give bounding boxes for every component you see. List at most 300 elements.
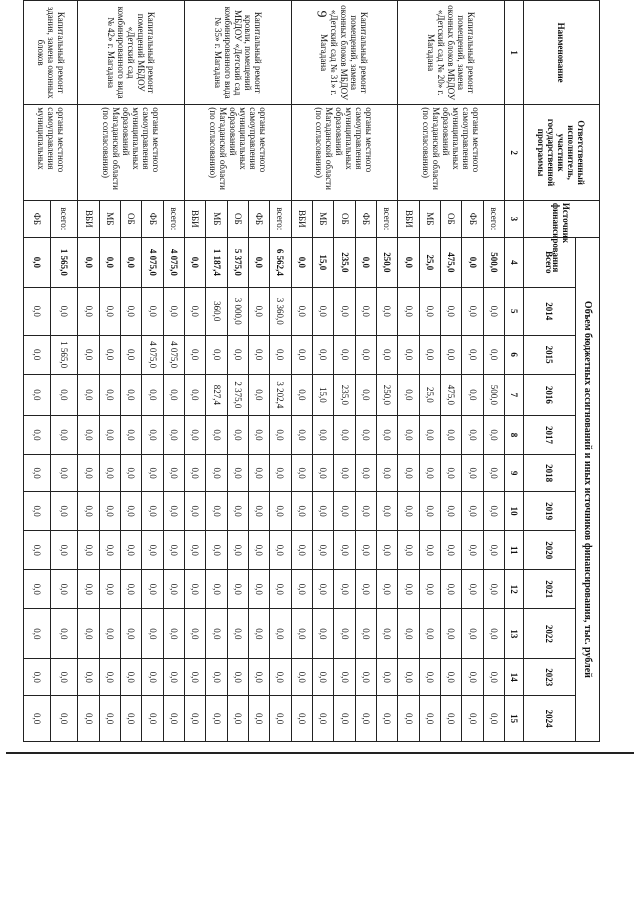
- year-value: 0,0: [78, 492, 99, 531]
- horizontal-rule: [6, 752, 634, 754]
- year-value: 0,0: [355, 335, 376, 374]
- year-value: 0,0: [398, 659, 419, 696]
- year-value: 0,0: [227, 415, 248, 454]
- year-value: 0,0: [99, 531, 120, 570]
- rotated-table-container: [23, 0, 600, 742]
- year-value: 0,0: [163, 492, 184, 531]
- year-value: 0,0: [142, 609, 163, 659]
- year-value: 0,0: [483, 492, 504, 531]
- year-value: 0,0: [249, 659, 270, 696]
- year-value: 0,0: [291, 696, 312, 742]
- year-value: 0,0: [377, 415, 398, 454]
- year-value: 0,0: [227, 492, 248, 531]
- total-value: 0,0: [184, 237, 205, 287]
- year-value: 0,0: [99, 335, 120, 374]
- year-value: 0,0: [398, 492, 419, 531]
- year-value: 0,0: [227, 335, 248, 374]
- year-value: 0,0: [99, 415, 120, 454]
- year-value: 0,0: [334, 492, 355, 531]
- total-value: 250,0: [377, 237, 398, 287]
- year-value: 0,0: [227, 531, 248, 570]
- total-value: 235,0: [334, 237, 355, 287]
- funding-source: ОБ: [441, 200, 462, 237]
- year-value: 0,0: [355, 374, 376, 415]
- year-value: 0,0: [163, 374, 184, 415]
- year-value: 0,0: [270, 415, 291, 454]
- year-value: 25,0: [419, 374, 440, 415]
- year-value: 0,0: [142, 455, 163, 492]
- year-value: 0,0: [334, 335, 355, 374]
- year-value: 0,0: [291, 415, 312, 454]
- year-value: 0,0: [355, 287, 376, 335]
- funding-source: ФБ: [249, 200, 270, 237]
- year-value: 0,0: [291, 335, 312, 374]
- year-value: 0,0: [334, 570, 355, 609]
- year-value: 0,0: [78, 659, 99, 696]
- year-value: 0,0: [24, 415, 51, 454]
- year-value: 0,0: [184, 415, 205, 454]
- year-value: 0,0: [441, 335, 462, 374]
- year-value: 0,0: [462, 659, 483, 696]
- year-value: 0,0: [398, 696, 419, 742]
- column-number: 14: [505, 659, 524, 696]
- year-value: 0,0: [291, 455, 312, 492]
- year-value: 2 375,0: [227, 374, 248, 415]
- year-value: 0,0: [483, 659, 504, 696]
- year-value: 1 565,0: [51, 335, 78, 374]
- year-value: 0,0: [441, 696, 462, 742]
- funding-source: МБ: [313, 200, 334, 237]
- year-value: 0,0: [441, 609, 462, 659]
- year-header: 2017: [524, 415, 576, 454]
- year-value: 0,0: [78, 609, 99, 659]
- year-value: 0,0: [51, 659, 78, 696]
- year-value: 0,0: [184, 570, 205, 609]
- year-value: 0,0: [24, 287, 51, 335]
- year-value: 0,0: [249, 609, 270, 659]
- year-value: 0,0: [419, 415, 440, 454]
- year-value: 0,0: [163, 455, 184, 492]
- year-value: 0,0: [334, 659, 355, 696]
- total-value: 0,0: [249, 237, 270, 287]
- year-value: 0,0: [313, 659, 334, 696]
- year-value: 0,0: [291, 531, 312, 570]
- funding-source: ВБИ: [291, 200, 312, 237]
- year-value: 0,0: [121, 287, 142, 335]
- financing-table: [23, 0, 600, 742]
- year-value: 0,0: [206, 492, 227, 531]
- col-executor-header: Ответственный исполнитель, участник государственной программы: [524, 105, 600, 201]
- year-value: 0,0: [377, 659, 398, 696]
- funding-source: МБ: [206, 200, 227, 237]
- page-number: 9: [313, 10, 328, 18]
- funding-source: ОБ: [334, 200, 355, 237]
- year-value: 0,0: [51, 455, 78, 492]
- total-value: 25,0: [419, 237, 440, 287]
- year-value: 0,0: [313, 531, 334, 570]
- year-value: 0,0: [184, 531, 205, 570]
- year-value: 0,0: [398, 455, 419, 492]
- year-header: 2024: [524, 696, 576, 742]
- year-value: 0,0: [441, 659, 462, 696]
- year-value: 0,0: [121, 609, 142, 659]
- year-value: 0,0: [270, 455, 291, 492]
- year-value: 235,0: [334, 374, 355, 415]
- year-value: 0,0: [270, 335, 291, 374]
- year-value: 0,0: [419, 659, 440, 696]
- total-value: 0,0: [121, 237, 142, 287]
- executor: органы местного самоуправления муниципальных образований Магаданской области (по согласованию): [184, 105, 291, 201]
- year-value: 0,0: [483, 696, 504, 742]
- funding-source: ВБИ: [398, 200, 419, 237]
- year-value: 0,0: [78, 531, 99, 570]
- funding-source: МБ: [419, 200, 440, 237]
- year-value: 0,0: [51, 287, 78, 335]
- column-number: 2: [505, 105, 524, 201]
- year-header: 2016: [524, 374, 576, 415]
- year-value: 0,0: [377, 335, 398, 374]
- total-value: 0,0: [398, 237, 419, 287]
- year-value: 0,0: [206, 659, 227, 696]
- year-value: 0,0: [121, 659, 142, 696]
- total-value: 15,0: [313, 237, 334, 287]
- year-value: 0,0: [355, 415, 376, 454]
- year-value: 0,0: [355, 570, 376, 609]
- year-value: 0,0: [355, 609, 376, 659]
- year-value: 0,0: [249, 492, 270, 531]
- year-header: 2020: [524, 531, 576, 570]
- year-value: 0,0: [121, 696, 142, 742]
- year-value: 0,0: [24, 696, 51, 742]
- year-value: 0,0: [24, 374, 51, 415]
- year-value: 0,0: [462, 492, 483, 531]
- year-value: 0,0: [184, 492, 205, 531]
- year-value: 3 202,4: [270, 374, 291, 415]
- year-value: 4 075,0: [142, 335, 163, 374]
- year-value: 0,0: [313, 287, 334, 335]
- year-value: 0,0: [163, 570, 184, 609]
- year-value: 0,0: [483, 531, 504, 570]
- year-value: 0,0: [24, 570, 51, 609]
- funding-source: ОБ: [227, 200, 248, 237]
- year-value: 0,0: [184, 696, 205, 742]
- funding-source: всего:: [483, 200, 504, 237]
- year-value: 0,0: [227, 455, 248, 492]
- year-value: 0,0: [377, 531, 398, 570]
- funding-source: всего:: [270, 200, 291, 237]
- year-value: 0,0: [483, 415, 504, 454]
- year-value: 0,0: [313, 455, 334, 492]
- year-value: 0,0: [142, 659, 163, 696]
- total-value: 0,0: [24, 237, 51, 287]
- year-value: 0,0: [99, 287, 120, 335]
- year-value: 0,0: [78, 696, 99, 742]
- year-value: 0,0: [227, 609, 248, 659]
- total-value: 0,0: [291, 237, 312, 287]
- year-value: 0,0: [121, 415, 142, 454]
- year-value: 0,0: [313, 570, 334, 609]
- col-name-header: Наименование: [524, 1, 600, 105]
- funding-source: ФБ: [142, 200, 163, 237]
- year-value: 0,0: [249, 415, 270, 454]
- year-header: 2021: [524, 570, 576, 609]
- year-value: 0,0: [121, 455, 142, 492]
- funding-source: ВБИ: [78, 200, 99, 237]
- year-header: 2023: [524, 659, 576, 696]
- year-value: 0,0: [462, 455, 483, 492]
- year-value: 0,0: [419, 696, 440, 742]
- total-value: 1 187,4: [206, 237, 227, 287]
- year-value: 0,0: [377, 696, 398, 742]
- year-value: 0,0: [78, 455, 99, 492]
- total-value: 0,0: [78, 237, 99, 287]
- year-value: 0,0: [419, 287, 440, 335]
- year-value: 0,0: [398, 531, 419, 570]
- year-value: 0,0: [142, 492, 163, 531]
- year-value: 3 000,0: [227, 287, 248, 335]
- year-value: 0,0: [419, 335, 440, 374]
- year-value: 0,0: [398, 609, 419, 659]
- year-value: 0,0: [483, 335, 504, 374]
- col-source-header: Источник финансирования: [524, 200, 600, 237]
- year-value: 0,0: [419, 492, 440, 531]
- table-row: [270, 1, 291, 742]
- year-value: 0,0: [163, 609, 184, 659]
- year-value: 0,0: [99, 659, 120, 696]
- table-row: [483, 1, 504, 742]
- year-value: 0,0: [483, 570, 504, 609]
- funding-source: ОБ: [121, 200, 142, 237]
- year-value: 0,0: [441, 455, 462, 492]
- year-value: 0,0: [184, 609, 205, 659]
- table-header: [505, 1, 600, 742]
- year-value: 0,0: [441, 570, 462, 609]
- year-value: 0,0: [78, 335, 99, 374]
- funding-source: ФБ: [462, 200, 483, 237]
- year-value: 0,0: [163, 287, 184, 335]
- year-value: 0,0: [270, 492, 291, 531]
- year-value: 0,0: [398, 287, 419, 335]
- year-value: 0,0: [121, 531, 142, 570]
- year-value: 0,0: [291, 570, 312, 609]
- column-number: 1: [505, 1, 524, 105]
- column-number: 13: [505, 609, 524, 659]
- column-number: 12: [505, 570, 524, 609]
- year-value: 0,0: [441, 492, 462, 531]
- year-value: 0,0: [483, 609, 504, 659]
- year-value: 0,0: [462, 335, 483, 374]
- funding-source: ФБ: [24, 200, 51, 237]
- year-value: 0,0: [462, 287, 483, 335]
- year-value: 0,0: [24, 531, 51, 570]
- year-value: 0,0: [291, 374, 312, 415]
- year-value: 0,0: [249, 570, 270, 609]
- year-value: 0,0: [313, 609, 334, 659]
- column-number: 8: [505, 415, 524, 454]
- column-number: 10: [505, 492, 524, 531]
- year-value: 0,0: [419, 609, 440, 659]
- year-value: 500,0: [483, 374, 504, 415]
- year-value: 0,0: [51, 696, 78, 742]
- year-value: 0,0: [398, 415, 419, 454]
- year-value: 0,0: [334, 609, 355, 659]
- year-value: 0,0: [462, 415, 483, 454]
- total-value: 5 375,0: [227, 237, 248, 287]
- column-number: 9: [505, 455, 524, 492]
- year-value: 3 360,0: [270, 287, 291, 335]
- year-value: 0,0: [142, 415, 163, 454]
- column-number: 6: [505, 335, 524, 374]
- year-value: 0,0: [313, 492, 334, 531]
- year-value: 0,0: [483, 287, 504, 335]
- year-value: 0,0: [462, 570, 483, 609]
- year-value: 4 075,0: [163, 335, 184, 374]
- year-header: 2022: [524, 609, 576, 659]
- table-row: [51, 1, 78, 742]
- year-value: 0,0: [51, 531, 78, 570]
- year-value: 0,0: [51, 415, 78, 454]
- year-value: 0,0: [249, 287, 270, 335]
- year-value: 0,0: [142, 374, 163, 415]
- executor: органы местного самоуправления муниципальных: [24, 105, 78, 201]
- year-value: 0,0: [462, 609, 483, 659]
- total-value: 1 565,0: [51, 237, 78, 287]
- total-value: 475,0: [441, 237, 462, 287]
- total-value: 0,0: [462, 237, 483, 287]
- year-value: 0,0: [227, 696, 248, 742]
- year-value: 360,0: [206, 287, 227, 335]
- year-header: 2015: [524, 335, 576, 374]
- year-value: 0,0: [270, 531, 291, 570]
- measure-name: Капитальный ремонт помещений, замена оконных блоков МБДОУ «Детский сад № 20» г. Магадана: [398, 1, 505, 105]
- year-value: 0,0: [24, 492, 51, 531]
- col-total-header: Всего: [524, 237, 576, 287]
- year-value: 0,0: [441, 531, 462, 570]
- year-value: 0,0: [121, 335, 142, 374]
- year-value: 0,0: [184, 335, 205, 374]
- year-value: 0,0: [377, 287, 398, 335]
- year-value: 0,0: [99, 570, 120, 609]
- year-header: 2014: [524, 287, 576, 335]
- executor: органы местного самоуправления муниципальных образований Магаданской области (по согласованию): [398, 105, 505, 201]
- year-header: 2019: [524, 492, 576, 531]
- year-value: 0,0: [270, 609, 291, 659]
- year-value: 0,0: [24, 455, 51, 492]
- column-number: 15: [505, 696, 524, 742]
- year-value: 0,0: [270, 696, 291, 742]
- year-value: 0,0: [184, 659, 205, 696]
- year-value: 0,0: [441, 287, 462, 335]
- total-value: 0,0: [99, 237, 120, 287]
- year-value: 0,0: [206, 609, 227, 659]
- total-value: 4 075,0: [142, 237, 163, 287]
- year-value: 0,0: [291, 492, 312, 531]
- year-value: 0,0: [355, 531, 376, 570]
- year-value: 0,0: [51, 374, 78, 415]
- year-value: 250,0: [377, 374, 398, 415]
- funding-source: ФБ: [355, 200, 376, 237]
- year-value: 0,0: [142, 570, 163, 609]
- year-value: 0,0: [355, 492, 376, 531]
- column-number: 4: [505, 237, 524, 287]
- year-value: 0,0: [99, 609, 120, 659]
- year-value: 827,4: [206, 374, 227, 415]
- total-value: 500,0: [483, 237, 504, 287]
- year-value: 0,0: [249, 374, 270, 415]
- year-value: 0,0: [270, 659, 291, 696]
- table-body: [24, 1, 505, 742]
- year-value: 0,0: [99, 696, 120, 742]
- year-value: 0,0: [334, 696, 355, 742]
- year-value: 0,0: [184, 455, 205, 492]
- funding-source: всего:: [163, 200, 184, 237]
- funding-source: ВБИ: [184, 200, 205, 237]
- year-value: 0,0: [142, 531, 163, 570]
- year-value: 0,0: [398, 570, 419, 609]
- year-value: 0,0: [24, 659, 51, 696]
- year-value: 0,0: [78, 374, 99, 415]
- measure-name: Капитальный ремонт кровли, помещений МБДОУ «Детский сад комбинированного вида № 35» г. Магадана: [184, 1, 291, 105]
- measure-name: Капитальный ремонт помещений МБДОУ «Детский сад комбинированного вида № 42» г. Магадана: [78, 1, 185, 105]
- funding-source: МБ: [99, 200, 120, 237]
- measure-name: Капитальный ремонт здания, замена оконных блоков: [24, 1, 78, 105]
- year-value: 0,0: [249, 455, 270, 492]
- year-value: 0,0: [270, 570, 291, 609]
- year-value: 0,0: [121, 492, 142, 531]
- year-value: 0,0: [355, 455, 376, 492]
- year-value: 0,0: [206, 455, 227, 492]
- year-value: 0,0: [313, 696, 334, 742]
- year-value: 0,0: [334, 415, 355, 454]
- year-value: 0,0: [334, 531, 355, 570]
- executor: органы местного самоуправления муниципальных образований Магаданской области (по согласованию): [291, 105, 398, 201]
- year-value: 0,0: [142, 696, 163, 742]
- year-value: 0,0: [355, 696, 376, 742]
- year-value: 0,0: [121, 570, 142, 609]
- year-value: 0,0: [419, 455, 440, 492]
- year-value: 0,0: [483, 455, 504, 492]
- column-number: 11: [505, 531, 524, 570]
- year-value: 15,0: [313, 374, 334, 415]
- year-value: 0,0: [291, 659, 312, 696]
- year-value: 0,0: [78, 570, 99, 609]
- year-value: 0,0: [398, 374, 419, 415]
- year-value: 0,0: [206, 415, 227, 454]
- year-value: 0,0: [163, 415, 184, 454]
- column-number: 5: [505, 287, 524, 335]
- year-value: 0,0: [419, 570, 440, 609]
- year-value: 0,0: [377, 609, 398, 659]
- year-value: 0,0: [184, 287, 205, 335]
- year-value: 0,0: [377, 570, 398, 609]
- column-number: 3: [505, 200, 524, 237]
- table-row: [163, 1, 184, 742]
- year-value: 0,0: [249, 696, 270, 742]
- year-value: 0,0: [99, 374, 120, 415]
- column-number: 7: [505, 374, 524, 415]
- executor: органы местного самоуправления муниципальных образований Магаданской области (по согласованию): [78, 105, 185, 201]
- year-value: 0,0: [51, 492, 78, 531]
- year-value: 0,0: [51, 609, 78, 659]
- year-value: 0,0: [206, 531, 227, 570]
- year-value: 0,0: [142, 287, 163, 335]
- year-value: 0,0: [163, 696, 184, 742]
- year-value: 0,0: [24, 609, 51, 659]
- financing-title: Объем бюджетных ассигнований и иных источников финансирования, тыс. рублей: [576, 237, 600, 741]
- year-value: 0,0: [121, 374, 142, 415]
- total-value: 6 562,4: [270, 237, 291, 287]
- year-value: 0,0: [227, 570, 248, 609]
